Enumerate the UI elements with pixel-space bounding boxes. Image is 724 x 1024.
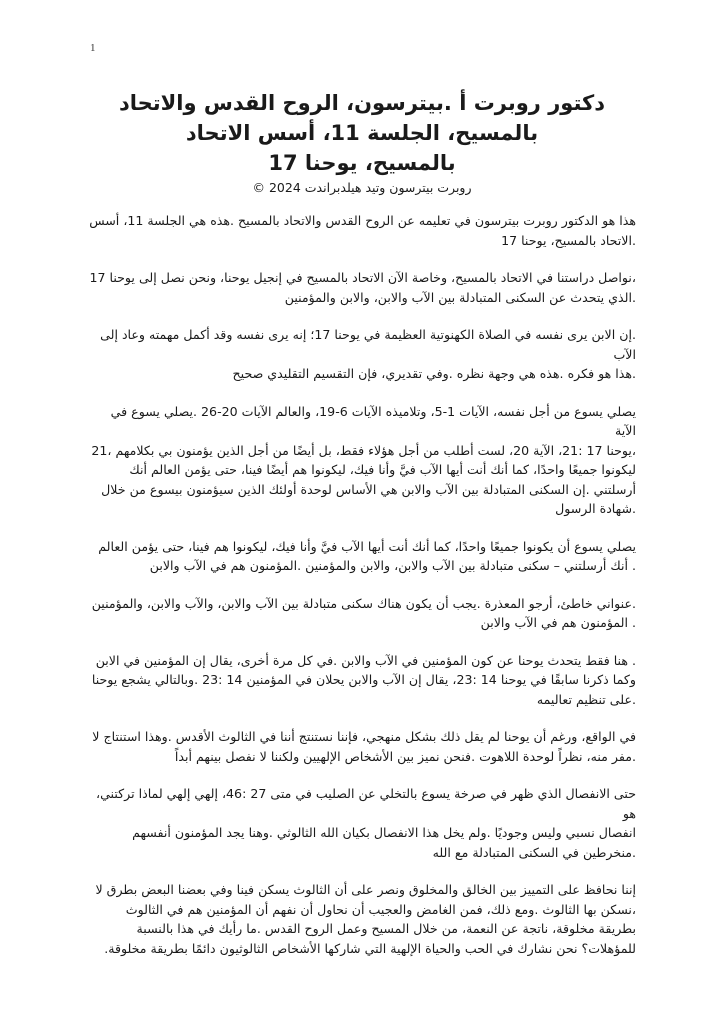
paragraph-line: .على تنظيم تعاليمه (536, 691, 636, 707)
paragraph-line: أرسلتني .إن السكنى المتبادلة بين الآب والابن هي الأساس لوحدة أولئك الذين سيؤمنون بيسوع من خلال (101, 481, 636, 497)
paragraph-line: في الواقع، ورغم أن يوحنا لم يقل ذلك بشكل منهجي، فإننا نستنتج أننا في الثالوث الأقدس .وهذا استنتاج لا (92, 729, 636, 744)
paragraph (88, 211, 636, 250)
page-number: 1 (90, 42, 96, 54)
paragraph-line: .عنواني خاطئ، أرجو المعذرة .يجب أن يكون هناك سكنى متبادلة بين الآب والابن، والآب والابن، والمؤمنين (91, 595, 636, 611)
paragraph (88, 594, 636, 633)
title-line: بالمسيح، الجلسة 11، أسس الاتحاد (185, 121, 539, 145)
paragraph-line: يصلي يسوع أن يكونوا جميعًا واحدًا، كما أنك أنت أيها الآب فيَّ وأنا فيك، ليكونوا هم فينا، حتى يؤمن العالم (98, 538, 636, 554)
paragraph (88, 727, 636, 766)
paragraph (88, 537, 636, 576)
paragraph-line: انفصال نسبي وليس وجوديًا .ولم يخل هذا الانفصال بكيان الله الثالوثي .وهنا يجد المؤمنون أنفسهم (132, 825, 636, 840)
paragraph-line: .شهادة الرسول (555, 501, 636, 516)
paragraph-line: .الذي يتحدث عن السكنى المتبادلة بين الآب والابن، والابن والمؤمنين (284, 289, 636, 305)
paragraph-list (88, 211, 636, 958)
paragraph (88, 651, 636, 710)
paragraph (88, 268, 636, 307)
paragraph (88, 880, 636, 958)
paragraph-line: هذا هو الدكتور روبرت بيترسون في تعليمه عن الروح القدس والاتحاد بالمسيح .هذه هي الجلسة 11، أسس (89, 213, 636, 228)
paragraph-line: حتى الانفصال الذي ظهر في صرخة يسوع بالتخلي عن الصليب في متى 27 :46، إلهي إلهي لماذا تركتني، هو (96, 786, 636, 821)
paragraph (88, 784, 636, 862)
paragraph-line: ،نسكن بها الثالوث .ومع ذلك، فمن الغامض والعجيب أن نحاول أن نفهم أن المؤمنين هم في الثالوث (125, 901, 636, 917)
paragraph (88, 325, 636, 384)
document-body (88, 88, 636, 976)
paragraph-line: .الاتحاد بالمسيح، يوحنا 17 (501, 232, 636, 248)
paragraph (88, 402, 636, 519)
paragraph-line: .مفر منه، نظراً لوحدة اللاهوت .فنحن نميز بين الأشخاص الإلهيين ولكننا لا نفصل بينهم أبداً (174, 748, 636, 764)
paragraph-line: .هذا هو فكره .هذه هي وجهة نظره .وفي تقديري، فإن التقسيم التقليدي صحيح (232, 366, 636, 381)
document-title (88, 88, 636, 178)
paragraph-line: . أنك أرسلتني – سكنى متبادلة بين الآب والابن، والابن والمؤمنين .المؤمنون هم في الآب والابن (149, 558, 636, 573)
paragraph-line: بطريقة مخلوقة، ناتجة عن النعمة، من خلال المسيح وعمل الروح القدس .ما رأيك في هذا بالنسبة (136, 921, 636, 936)
title-line: بالمسيح، يوحنا 17 (268, 151, 456, 175)
paragraph-line: يصلي يسوع من أجل نفسه، الآيات 1-5، وتلاميذه الآيات 6-19، والعالم الآيات 20-26 .يصلي يسوع في الآية (110, 403, 636, 438)
paragraph-line: . المؤمنون هم في الآب والابن (480, 615, 636, 630)
paragraph-line: إننا نحافظ على التمييز بين الخالق والمخلوق ونصر على أن الثالوث يسكن فينا وفي بعضنا البعض بطرق لا (95, 882, 636, 897)
paragraph-line: .منخرطين في السكنى المتبادلة مع الله (432, 844, 636, 860)
paragraph-line: وكما ذكرنا سابقًا في يوحنا 14 :23، يقال إن الآب والابن يحلان في المؤمنين 14 :23 .وبالتالي يشجع يوحنا (91, 672, 636, 687)
paragraph-line: ،نواصل دراستنا في الاتحاد بالمسيح، وخاصة الآن الاتحاد بالمسيح في إنجيل يوحنا، ونحن نصل إلى يوحنا 17 (89, 270, 636, 285)
copyright-line: روبرت بيترسون وتيد هيلدبراندت 2024 © (252, 180, 472, 195)
paragraph-line: . هنا فقط يتحدث يوحنا عن كون المؤمنين في الآب والابن .في كل مرة أخرى، يقال إن المؤمنين في الابن (95, 652, 636, 668)
paragraph-line: ،يوحنا 17 :21، الآية 20، لست أطلب من أجل هؤلاء فقط، بل أيضًا من أجل الذين يؤمنون بي بكلامهم ،21 (91, 442, 636, 458)
paragraph-line: للمؤهلات؟ نحن نشارك في الحب والحياة الإلهية التي شاركها الأشخاص الثالوثيون دائمًا بطريقة مخلوقة. (104, 940, 636, 956)
title-line: دكتور روبرت أ .بيترسون، الروح القدس والاتحاد (118, 91, 606, 115)
paragraph-line: ليكونوا جميعًا واحدًا، كما أنك أنت أيها الآب فيَّ وأنا فيك، ليكونوا هم أيضًا فينا، حتى يؤمن العالم أنك (129, 462, 636, 477)
paragraph-line: .إن الابن يرى نفسه في الصلاة الكهنوتية العظيمة في يوحنا 17؛ إنه يرى نفسه وقد أكمل مهمته وعاد إلى الآب (100, 327, 636, 362)
